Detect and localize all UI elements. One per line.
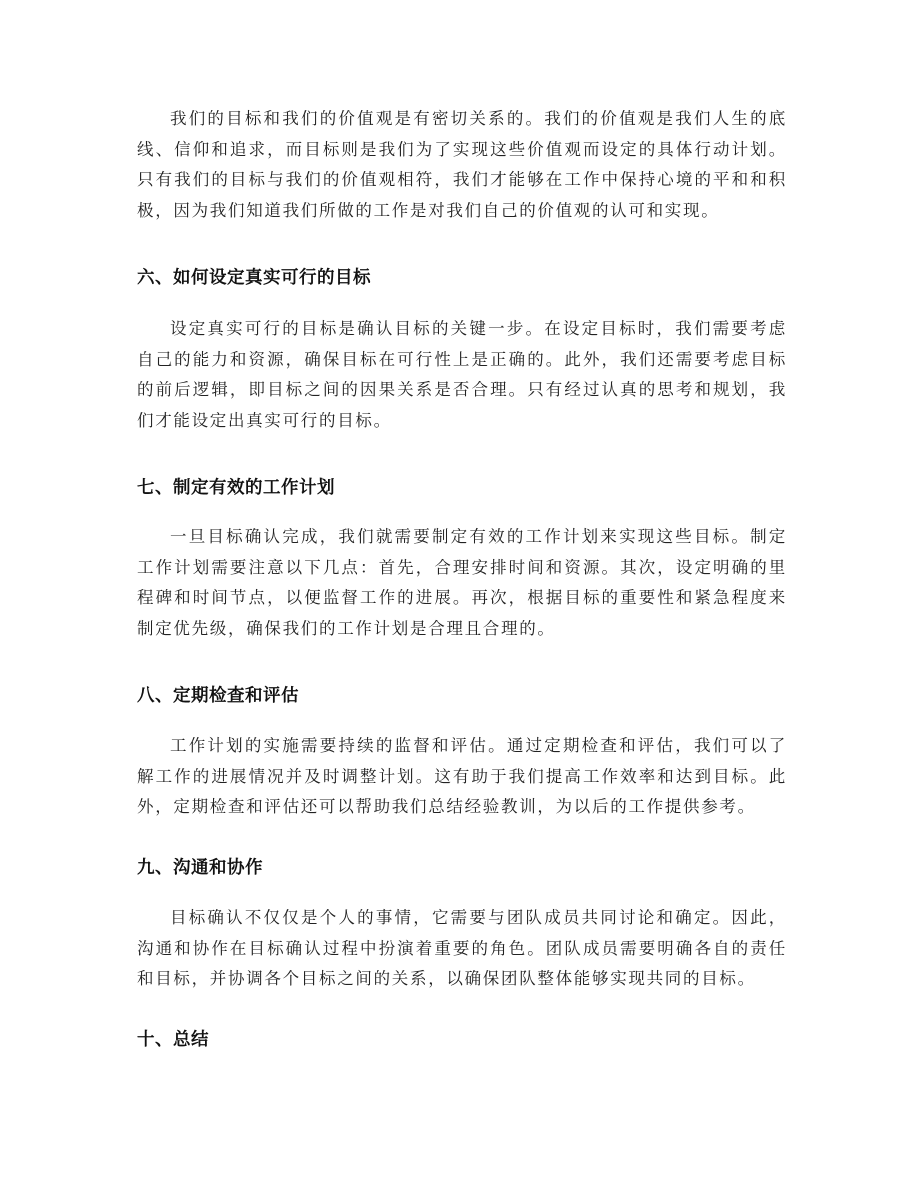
intro-paragraph: 我们的目标和我们的价值观是有密切关系的。我们的价值观是我们人生的底线、信仰和追求，而目标则是我们为了实现这些价值观而设定的具体行动计划。只有我们的目标与我们的价值观相符，我们才能够在工作中保持心境的平和和积极，因为我们知道我们所做的工作是对我们自己的价值观的认可和实现。	[137, 109, 787, 220]
section-paragraph-7: 一旦目标确认完成，我们就需要制定有效的工作计划来实现这些目标。制定工作计划需要注意以下几点：首先，合理安排时间和资源。其次，设定明确的里程碑和时间节点，以便监督工作的进展。再次，根据目标的重要性和紧急程度来制定优先级，确保我们的工作计划是合理且合理的。	[137, 527, 787, 638]
section-paragraph-9: 目标确认不仅仅是个人的事情，它需要与团队成员共同讨论和确定。因此，沟通和协作在目标确认过程中扮演着重要的角色。团队成员需要明确各自的责任和目标，并协调各个目标之间的关系，以确保团队整体能够实现共同的目标。	[137, 908, 787, 988]
section-paragraph-8: 工作计划的实施需要持续的监督和评估。通过定期检查和评估，我们可以了解工作的进展情况并及时调整计划。这有助于我们提高工作效率和达到目标。此外，定期检查和评估还可以帮助我们总结经验教训，为以后的工作提供参考。	[137, 736, 787, 816]
section-heading-9: 九、沟通和协作	[137, 858, 263, 878]
section-heading-7: 七、制定有效的工作计划	[137, 478, 335, 498]
section-heading-6: 六、如何设定真实可行的目标	[137, 268, 371, 288]
section-paragraph-6: 设定真实可行的目标是确认目标的关键一步。在设定目标时，我们需要考虑自己的能力和资源，确保目标在可行性上是正确的。此外，我们还需要考虑目标的前后逻辑，即目标之间的因果关系是否合理。只有经过认真的思考和规划，我们才能设定出真实可行的目标。	[137, 319, 787, 430]
section-heading-10: 十、总结	[137, 1030, 209, 1050]
section-heading-8: 八、定期检查和评估	[137, 686, 299, 706]
